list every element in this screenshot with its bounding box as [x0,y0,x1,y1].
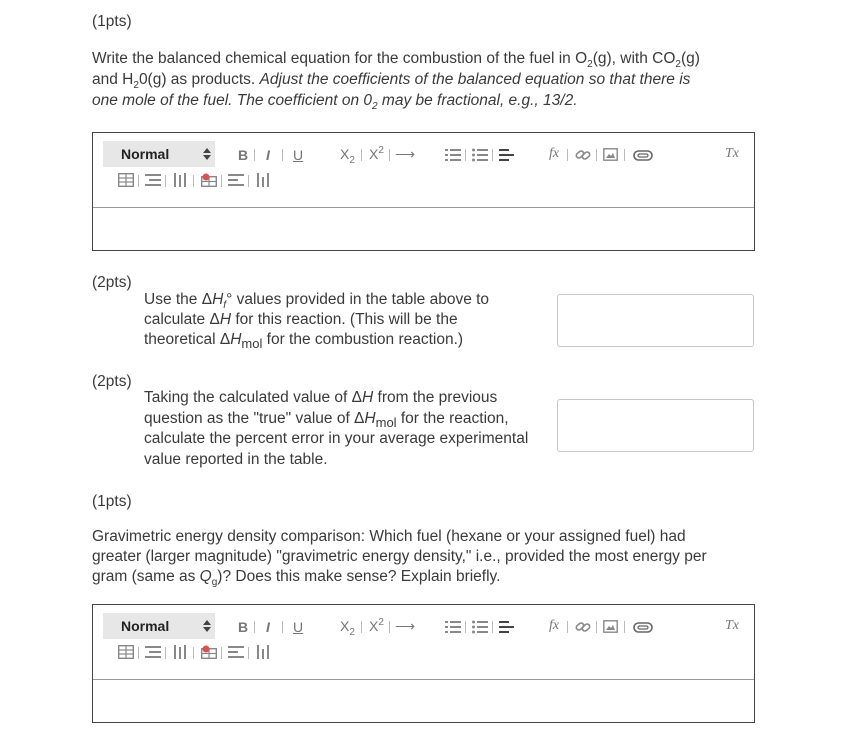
underline-button[interactable]: U [293,619,304,635]
editor-toolbar [93,605,754,680]
subscript-button[interactable]: $X_2$ [340,146,355,166]
table-icon[interactable] [118,645,134,659]
q3-points: (2pts) [92,373,132,390]
rich-text-editor-q4[interactable] [92,604,755,723]
align-left-icon[interactable] [499,148,515,162]
q4-points: (1pts) [92,493,132,510]
q3-answer-input[interactable] [557,399,754,452]
bullet-list-icon[interactable] [472,148,488,162]
toolbar-divider [282,149,283,161]
q2-prompt: Use the $\Delta H_f^\circ$ values provided in the table above to calculate ΔH for this reaction. (This will be the theoretical $\Delta H_{mol}$ for the combustion reaction.) [144,291,490,351]
align-left-icon[interactable] [499,620,515,634]
toolbar-divider [567,149,568,161]
format-select[interactable]: Normal [103,613,215,639]
table-icon[interactable] [118,173,134,187]
rich-text-editor-q1[interactable] [92,132,755,251]
bullet-list-icon[interactable] [472,620,488,634]
toolbar-divider [254,621,255,633]
toolbar-divider [193,647,194,659]
arrow-button[interactable]: ⟶ [395,146,416,162]
delete-column-icon[interactable] [256,645,270,659]
toolbar-divider [254,149,255,161]
image-icon[interactable] [603,148,618,161]
attachment-icon[interactable] [633,622,653,633]
toolbar-divider [624,149,625,161]
q1-prompt: Write the balanced chemical equation for the combustion of the fuel in $O_2(g)$, with $CO_2(g)$ and $H_20(g)$ as products. Adjust the coefficients of the balanced equation so that there is one mole of the fuel. The coefficient on $0_2$ may be fractional, e.g., 13/2. [92,50,700,112]
toolbar-divider [596,149,597,161]
toolbar-divider [361,621,362,633]
toolbar-divider [596,621,597,633]
toolbar-divider [465,149,466,161]
delete-column-icon[interactable] [256,173,270,187]
toolbar-divider [389,149,390,161]
toolbar-divider [138,647,139,659]
format-select[interactable]: Normal [103,141,215,167]
toolbar-divider [492,621,493,633]
formula-button[interactable]: fx [549,146,560,161]
ordered-list-icon[interactable] [445,620,461,634]
italic-button[interactable]: I [266,619,270,635]
ordered-list-icon[interactable] [445,148,461,162]
q4-prompt: Gravimetric energy density comparison: Which fuel (hexane or your assigned fuel) had greater (larger magnitude) "gravimetric energy density," i.e., provided the most energy per gram (same as $Q_g$)? Does this make sense? Explain briefly. [92,528,707,588]
q2-points: (2pts) [92,274,132,291]
toolbar-divider [138,175,139,187]
toolbar-divider [165,175,166,187]
q2-answer-input[interactable] [557,294,754,347]
toolbar-divider [221,175,222,187]
q3-prompt: Taking the calculated value of ΔH from the previous question as the "true" value of $\Delta H_{mol}$ for the reaction, calculate the percent error in your average experimental value reported in the table. [144,389,529,468]
insert-column-icon[interactable] [173,645,189,659]
superscript-button[interactable]: $X^2$ [369,145,384,162]
underline-button[interactable]: U [293,147,304,163]
bold-button[interactable]: B [238,147,249,163]
image-icon[interactable] [603,620,618,633]
delete-row-icon[interactable] [228,173,244,187]
toolbar-divider [248,647,249,659]
insert-column-icon[interactable] [173,173,189,187]
toolbar-divider [492,149,493,161]
toolbar-divider [221,647,222,659]
delete-table-icon[interactable] [201,173,217,187]
link-icon[interactable] [575,619,591,635]
attachment-icon[interactable] [633,150,653,161]
delete-table-icon[interactable] [201,645,217,659]
toolbar-divider [248,175,249,187]
toolbar-divider [567,621,568,633]
editor-text-area[interactable] [93,678,754,722]
link-icon[interactable] [575,147,591,163]
insert-row-icon[interactable] [145,173,161,187]
subscript-button[interactable]: $X_2$ [340,618,355,638]
insert-row-icon[interactable] [145,645,161,659]
toolbar-divider [282,621,283,633]
toolbar-divider [465,621,466,633]
toolbar-divider [361,149,362,161]
q1-points: (1pts) [92,13,132,30]
toolbar-divider [165,647,166,659]
italic-button[interactable]: I [266,147,270,163]
toolbar-divider [389,621,390,633]
arrow-button[interactable]: ⟶ [395,618,416,634]
delete-row-icon[interactable] [228,645,244,659]
toolbar-divider [624,621,625,633]
formula-button[interactable]: fx [549,618,560,633]
toolbar-divider [193,175,194,187]
editor-text-area[interactable] [93,206,754,250]
clear-format-button[interactable]: Tx [725,618,739,633]
bold-button[interactable]: B [238,619,249,635]
superscript-button[interactable]: $X^2$ [369,617,384,634]
editor-toolbar [93,133,754,208]
clear-format-button[interactable]: Tx [725,146,739,161]
